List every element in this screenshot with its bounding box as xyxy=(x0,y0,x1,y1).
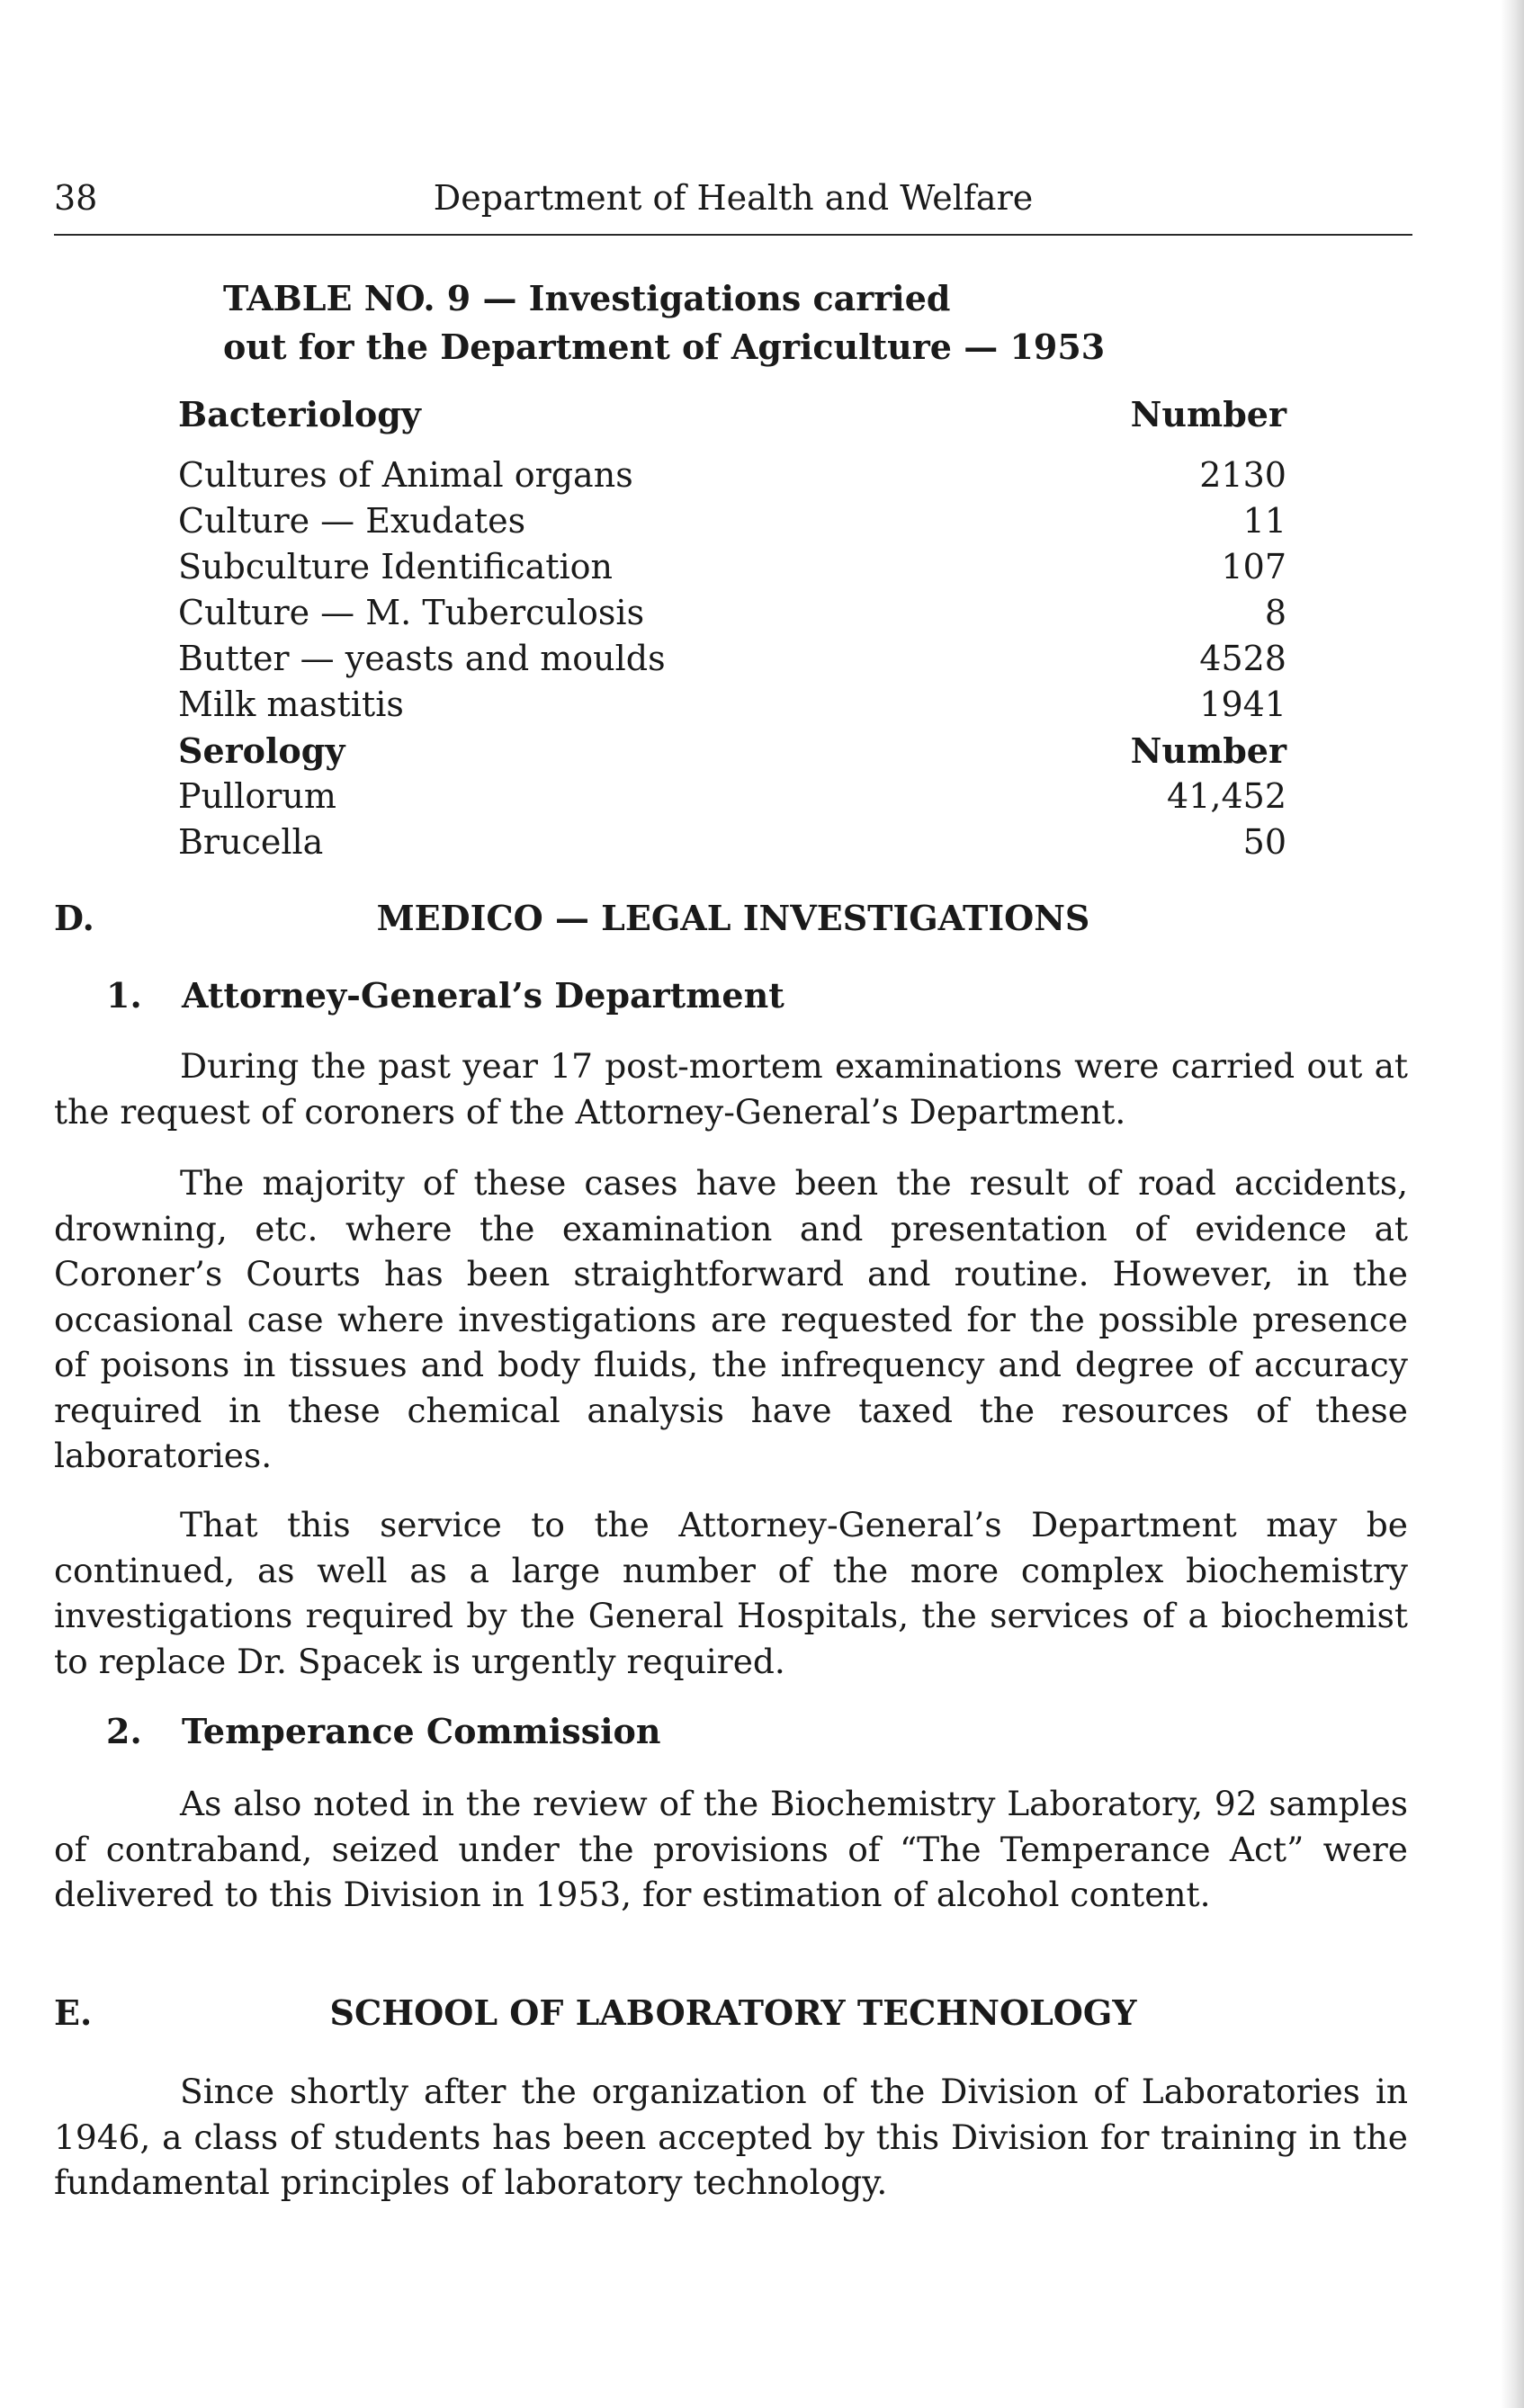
row-value: 41,452 xyxy=(1167,776,1286,816)
row-label: Cultures of Animal organs xyxy=(178,455,633,495)
table-section-header xyxy=(178,394,1286,441)
subsection-title: Temperance Commission xyxy=(182,1711,661,1751)
subsection-heading xyxy=(106,975,784,1016)
page-number: 38 xyxy=(54,178,98,218)
body-paragraph: The majority of these cases have been the result of road accidents, drowning, etc. where the examination and presentation of evidence at Coroner’s Courts has been straightforward and routine. However, in the occasional case where investigations are requested for the possible presence of poisons in tissues and body fluids, the infrequency and degree of accuracy required in these chemical analysis have taxed the resources of these laboratories. xyxy=(54,1163,1408,1475)
table-caption-line-2: out for the Department of Agriculture — 1953 xyxy=(223,327,1106,367)
section-heading-serology: Serology xyxy=(178,730,345,771)
header-rule xyxy=(54,234,1412,236)
body-paragraph: Since shortly after the organization of the Division of Laboratories in 1946, a class of students has been accepted by this Division for training in the fundamental principles of laboratory technology. xyxy=(54,2072,1408,2202)
row-value: 107 xyxy=(1221,547,1286,586)
table-caption xyxy=(223,274,1105,371)
table-row xyxy=(178,822,1286,869)
running-head-title: Department of Health and Welfare xyxy=(433,178,1034,218)
subsection-number: 2. xyxy=(106,1711,142,1751)
row-value: 2130 xyxy=(1199,455,1286,495)
body-paragraph: During the past year 17 post-mortem examinations were carried out at the request of coroners of the Attorney-General’s Department. xyxy=(54,1046,1408,1132)
section-title: SCHOOL OF LABORATORY TECHNOLOGY xyxy=(329,1992,1137,2033)
row-label: Subculture Identification xyxy=(178,547,613,586)
column-header-number: Number xyxy=(1130,730,1286,771)
row-label: Culture — Exudates xyxy=(178,501,526,541)
table-row xyxy=(178,639,1286,685)
table-row xyxy=(178,501,1286,548)
subsection-number: 1. xyxy=(106,975,142,1016)
table-caption-line-1: TABLE NO. 9 — Investigations carried xyxy=(223,278,951,318)
page-edge-shadow xyxy=(1501,0,1524,2408)
body-paragraph: That this service to the Attorney-General’s Department may be continued, as well as a large number of the more complex biochemistry investigations required by the General Hospitals, the services of a biochemist to replace Dr. Spacek is urgently required. xyxy=(54,1505,1408,1681)
section-heading-bacteriology: Bacteriology xyxy=(178,394,421,434)
row-value: 4528 xyxy=(1199,639,1286,678)
row-value: 50 xyxy=(1242,822,1286,862)
row-value: 8 xyxy=(1264,593,1286,632)
row-label: Milk mastitis xyxy=(178,685,404,724)
body-paragraph: As also noted in the review of the Biochemistry Laboratory, 92 samples of contraband, seized under the provisions of “The Temperance Act” were delivered to this Division in 1953, for estimation of alcohol content. xyxy=(54,1784,1408,1914)
table-row xyxy=(178,776,1286,823)
row-label: Brucella xyxy=(178,822,324,862)
section-letter: D. xyxy=(54,898,94,938)
row-value: 11 xyxy=(1242,501,1286,541)
section-title: MEDICO — LEGAL INVESTIGATIONS xyxy=(376,898,1090,938)
subsection-title: Attorney-General’s Department xyxy=(182,975,784,1016)
column-header-number: Number xyxy=(1130,394,1286,434)
section-letter: E. xyxy=(54,1992,93,2033)
row-value: 1941 xyxy=(1199,685,1286,724)
table-row xyxy=(178,685,1286,731)
row-label: Butter — yeasts and moulds xyxy=(178,639,666,678)
table-row xyxy=(178,593,1286,640)
subsection-heading xyxy=(106,1711,661,1751)
row-label: Pullorum xyxy=(178,776,336,816)
table-row xyxy=(178,547,1286,594)
table-section-header xyxy=(178,730,1286,777)
running-head xyxy=(54,178,1412,228)
row-label: Culture — M. Tuberculosis xyxy=(178,593,645,632)
table-row xyxy=(178,455,1286,502)
